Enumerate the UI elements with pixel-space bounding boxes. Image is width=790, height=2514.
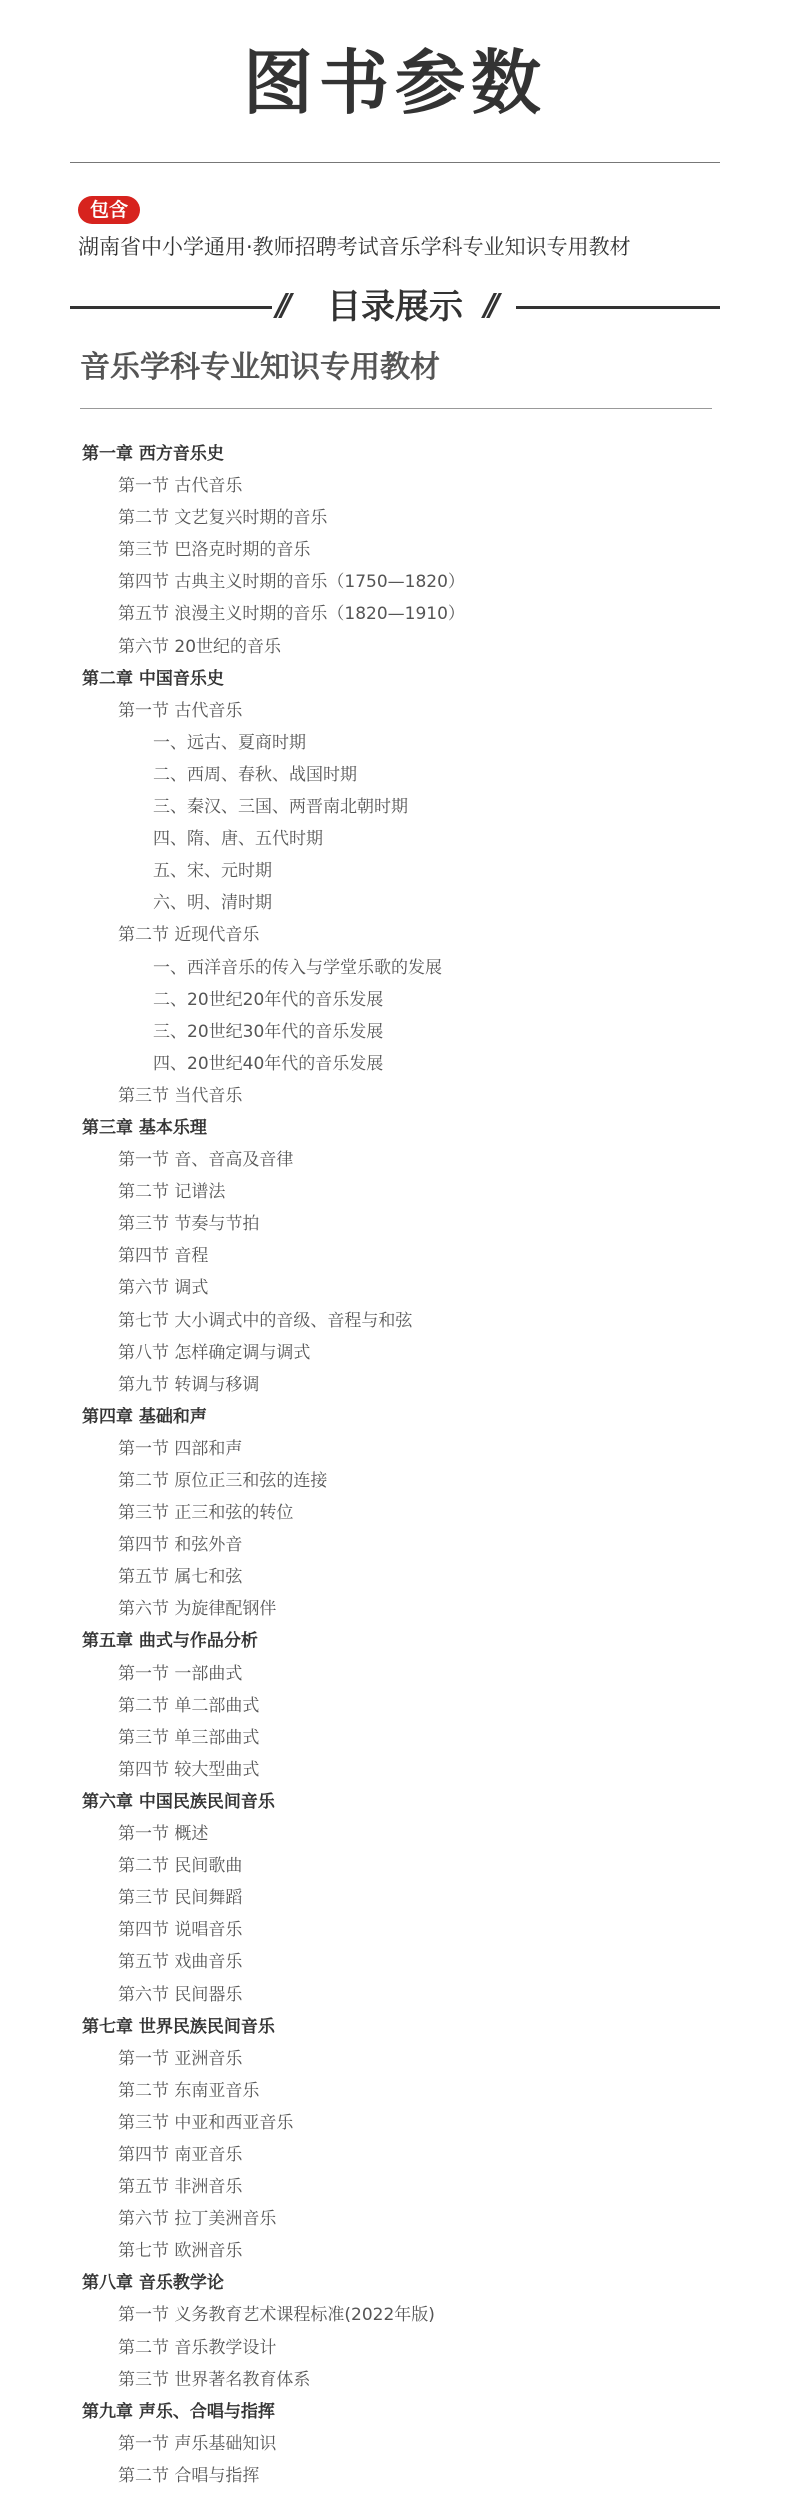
toc-chapter: 第二章 中国音乐史 <box>82 668 224 689</box>
includes-badge: 包含 <box>78 196 140 224</box>
toc-subsection: 一、远古、夏商时期 <box>153 732 306 753</box>
toc-chapter: 第八章 音乐教学论 <box>82 2273 224 2294</box>
toc-section: 第一节 四部和声 <box>118 1438 243 1459</box>
toc-subsection: 二、20世纪20年代的音乐发展 <box>153 989 384 1010</box>
toc-section: 第一节 概述 <box>118 1824 209 1845</box>
toc-section: 第四节 较大型曲式 <box>118 1759 260 1780</box>
toc-section-header <box>70 282 720 332</box>
toc-subsection: 五、宋、元时期 <box>153 861 272 882</box>
toc-section: 第六节 拉丁美洲音乐 <box>118 2209 277 2230</box>
toc-heading: 目录展示 <box>327 287 463 327</box>
toc-subsection: 六、明、清时期 <box>153 893 272 914</box>
book-title: 音乐学科专业知识专用教材 <box>80 350 440 385</box>
toc-section: 第一节 音、音高及音律 <box>118 1150 294 1171</box>
toc-section: 第七节 大小调式中的音级、音程与和弦 <box>118 1310 413 1331</box>
toc-section: 第一节 一部曲式 <box>118 1663 243 1684</box>
toc-chapter: 第四章 基础和声 <box>82 1406 207 1427</box>
toc-section: 第四节 古典主义时期的音乐（1750—1820） <box>118 572 465 593</box>
header-line-right <box>516 306 720 309</box>
includes-text: 湖南省中小学通用·教师招聘考试音乐学科专业知识专用教材 <box>78 235 631 259</box>
toc-subsection: 三、秦汉、三国、两晋南北朝时期 <box>153 797 408 818</box>
toc-section: 第三节 民间舞蹈 <box>118 1888 243 1909</box>
toc-section: 第五节 浪漫主义时期的音乐（1820—1910） <box>118 604 465 625</box>
toc-section: 第二节 东南亚音乐 <box>118 2080 260 2101</box>
toc-section: 第一节 古代音乐 <box>118 700 243 721</box>
toc-section: 第一节 义务教育艺术课程标准(2022年版) <box>118 2305 435 2326</box>
header-slash-right: // <box>484 288 494 323</box>
page-title: 图书参数 <box>243 42 547 124</box>
toc-subsection: 一、西洋音乐的传入与学堂乐歌的发展 <box>153 957 442 978</box>
book-title-divider <box>80 408 712 409</box>
toc-section: 第六节 20世纪的音乐 <box>118 636 282 657</box>
toc-section: 第三节 世界著名教育体系 <box>118 2369 311 2390</box>
toc-chapter: 第七章 世界民族民间音乐 <box>82 2016 275 2037</box>
toc-section: 第三节 巴洛克时期的音乐 <box>118 540 311 561</box>
toc-section: 第六节 民间器乐 <box>118 1984 243 2005</box>
toc-section: 第四节 音程 <box>118 1246 209 1267</box>
toc-section: 第六节 为旋律配钢伴 <box>118 1599 277 1620</box>
toc-section: 第九节 转调与移调 <box>118 1374 260 1395</box>
toc-section: 第七节 欧洲音乐 <box>118 2241 243 2262</box>
toc-section: 第三节 当代音乐 <box>118 1085 243 1106</box>
toc-section: 第二节 单二部曲式 <box>118 1695 260 1716</box>
toc-section: 第二节 原位正三和弦的连接 <box>118 1471 328 1491</box>
toc-section: 第五节 属七和弦 <box>118 1567 243 1588</box>
toc-section: 第八节 怎样确定调与调式 <box>118 1342 311 1363</box>
toc-section: 第二节 记谱法 <box>118 1182 226 1203</box>
toc-section: 第二节 合唱与指挥 <box>118 2465 260 2486</box>
toc-chapter: 第一章 西方音乐史 <box>82 444 224 464</box>
toc-section: 第四节 说唱音乐 <box>118 1920 243 1941</box>
toc-section: 第五节 戏曲音乐 <box>118 1952 243 1973</box>
header-slash-left: // <box>276 288 286 323</box>
toc-subsection: 二、西周、春秋、战国时期 <box>153 764 357 785</box>
toc-section: 第四节 和弦外音 <box>118 1535 243 1556</box>
table-of-contents <box>0 438 790 2492</box>
toc-section: 第一节 声乐基础知识 <box>118 2433 277 2454</box>
toc-chapter: 第三章 基本乐理 <box>82 1117 207 1138</box>
toc-section: 第五节 非洲音乐 <box>118 2177 243 2198</box>
toc-section: 第二节 民间歌曲 <box>118 1856 243 1877</box>
toc-chapter: 第六章 中国民族民间音乐 <box>82 1791 275 1812</box>
toc-section: 第二节 近现代音乐 <box>118 925 260 946</box>
toc-section: 第三节 中亚和西亚音乐 <box>118 2112 294 2133</box>
toc-section: 第三节 正三和弦的转位 <box>118 1503 294 1524</box>
toc-section: 第二节 文艺复兴时期的音乐 <box>118 508 328 529</box>
toc-section: 第一节 古代音乐 <box>118 476 243 497</box>
toc-chapter: 第五章 曲式与作品分析 <box>82 1631 258 1652</box>
toc-section: 第二节 音乐教学设计 <box>118 2337 277 2358</box>
toc-section: 第四节 南亚音乐 <box>118 2144 243 2165</box>
toc-section: 第三节 单三部曲式 <box>118 1727 260 1748</box>
toc-section: 第三节 节奏与节拍 <box>118 1214 260 1235</box>
toc-chapter: 第九章 声乐、合唱与指挥 <box>82 2401 275 2422</box>
toc-subsection: 四、隋、唐、五代时期 <box>153 829 323 850</box>
header-line-left <box>70 306 272 309</box>
title-divider <box>70 162 720 163</box>
toc-subsection: 三、20世纪30年代的音乐发展 <box>153 1021 384 1042</box>
toc-subsection: 四、20世纪40年代的音乐发展 <box>153 1053 384 1074</box>
toc-section: 第六节 调式 <box>118 1278 209 1299</box>
toc-section: 第一节 亚洲音乐 <box>118 2048 243 2069</box>
